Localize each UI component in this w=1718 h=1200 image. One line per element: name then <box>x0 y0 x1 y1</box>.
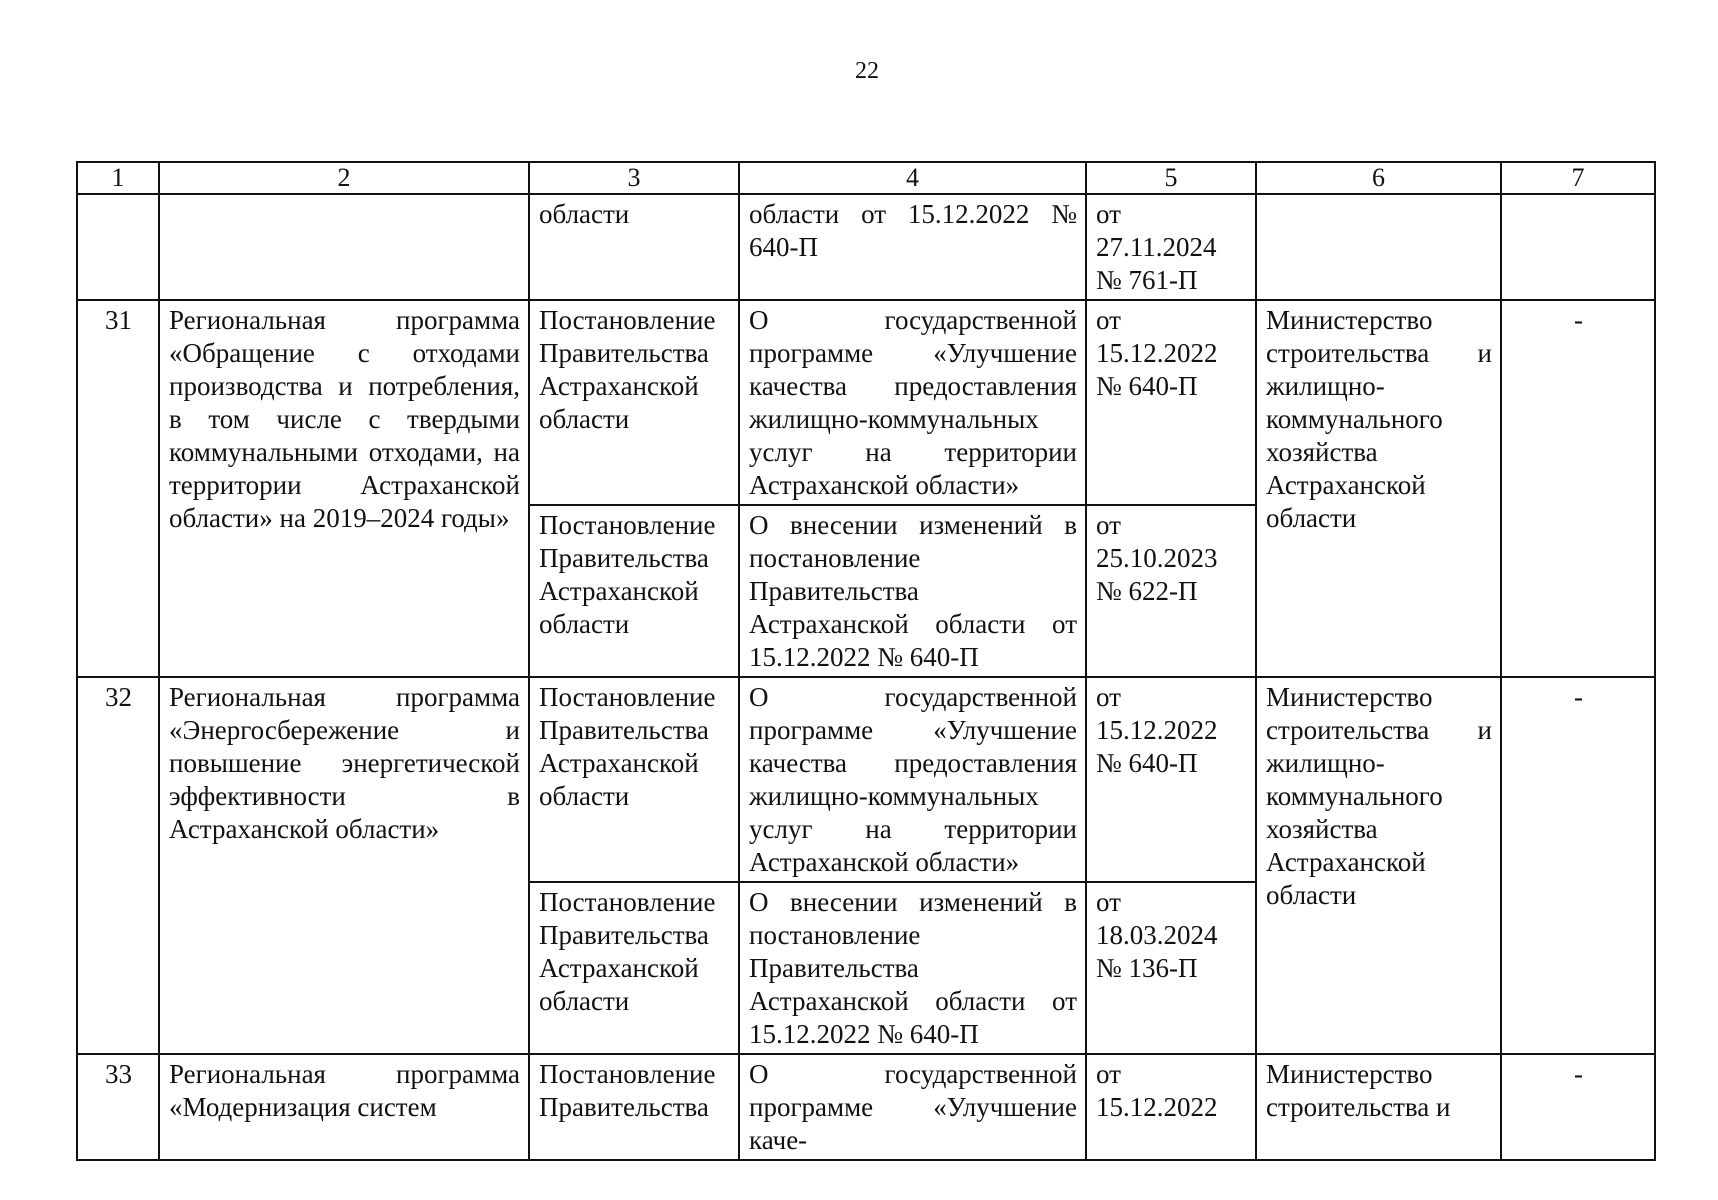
column-header: 1 <box>77 162 159 194</box>
column-header: 4 <box>739 162 1086 194</box>
table-header-row <box>77 162 1655 194</box>
executor-cell: Министерство строительства и <box>1256 1054 1501 1160</box>
act-title-cell: О государственной программе «Улучшение каче- <box>739 1054 1086 1160</box>
table-row <box>77 194 1655 300</box>
act-title-cell: О государственной программе «Улучшение качества предоставления жилищно-коммунальных услуг на территории Астраханской области» <box>739 677 1086 882</box>
column-header: 5 <box>1086 162 1256 194</box>
act-type-cell: Постановление Правительства Астраханской области <box>529 300 739 505</box>
act-title-cell: О внесении изменений в постановление Правительства Астраханской области от 15.12.2022 № 640-П <box>739 882 1086 1054</box>
program-cell: Региональная программа «Обращение с отходами производства и потребления, в том числе с твердыми коммунальными отходами, на территории Астраханской области» на 2019–2024 годы» <box>159 300 529 677</box>
table-row <box>77 1054 1655 1160</box>
act-type-cell: Постановление Правительства Астраханской области <box>529 505 739 677</box>
note-cell: - <box>1501 677 1655 1054</box>
row-number-cell: 31 <box>77 300 159 677</box>
executor-cell <box>1256 194 1501 300</box>
act-type-cell: Постановление Правительства <box>529 1054 739 1160</box>
note-cell <box>1501 194 1655 300</box>
act-title-cell: О государственной программе «Улучшение качества предоставления жилищно-коммунальных услуг на территории Астраханской области» <box>739 300 1086 505</box>
act-date-cell: от 15.12.2022 № 640-П <box>1086 300 1256 505</box>
programs-table <box>76 161 1656 1161</box>
act-type-cell: Постановление Правительства Астраханской области <box>529 882 739 1054</box>
note-cell: - <box>1501 300 1655 677</box>
column-header: 2 <box>159 162 529 194</box>
act-title-cell: области от 15.12.2022 № 640-П <box>739 194 1086 300</box>
column-header: 6 <box>1256 162 1501 194</box>
table-row <box>77 300 1655 505</box>
note-cell: - <box>1501 1054 1655 1160</box>
column-header: 7 <box>1501 162 1655 194</box>
program-cell: Региональная программа «Модернизация систем <box>159 1054 529 1160</box>
program-cell: Региональная программа «Энергосбережение и повышение энергетической эффективности в Астраханской области» <box>159 677 529 1054</box>
act-date-cell: от 27.11.2024 № 761-П <box>1086 194 1256 300</box>
act-title-cell: О внесении изменений в постановление Правительства Астраханской области от 15.12.2022 № 640-П <box>739 505 1086 677</box>
program-cell <box>159 194 529 300</box>
table-row <box>77 677 1655 882</box>
executor-cell: Министерство строительства и жилищно-коммунального хозяйства Астраханской области <box>1256 300 1501 677</box>
act-date-cell: от 15.12.2022 <box>1086 1054 1256 1160</box>
row-number-cell: 32 <box>77 677 159 1054</box>
act-type-cell: области <box>529 194 739 300</box>
row-number-cell: 33 <box>77 1054 159 1160</box>
executor-cell: Министерство строительства и жилищно-коммунального хозяйства Астраханской области <box>1256 677 1501 1054</box>
act-type-cell: Постановление Правительства Астраханской области <box>529 677 739 882</box>
act-date-cell: от 15.12.2022 № 640-П <box>1086 677 1256 882</box>
page-number: 22 <box>855 58 879 84</box>
act-date-cell: от 18.03.2024 № 136-П <box>1086 882 1256 1054</box>
act-date-cell: от 25.10.2023 № 622-П <box>1086 505 1256 677</box>
column-header: 3 <box>529 162 739 194</box>
row-number-cell <box>77 194 159 300</box>
